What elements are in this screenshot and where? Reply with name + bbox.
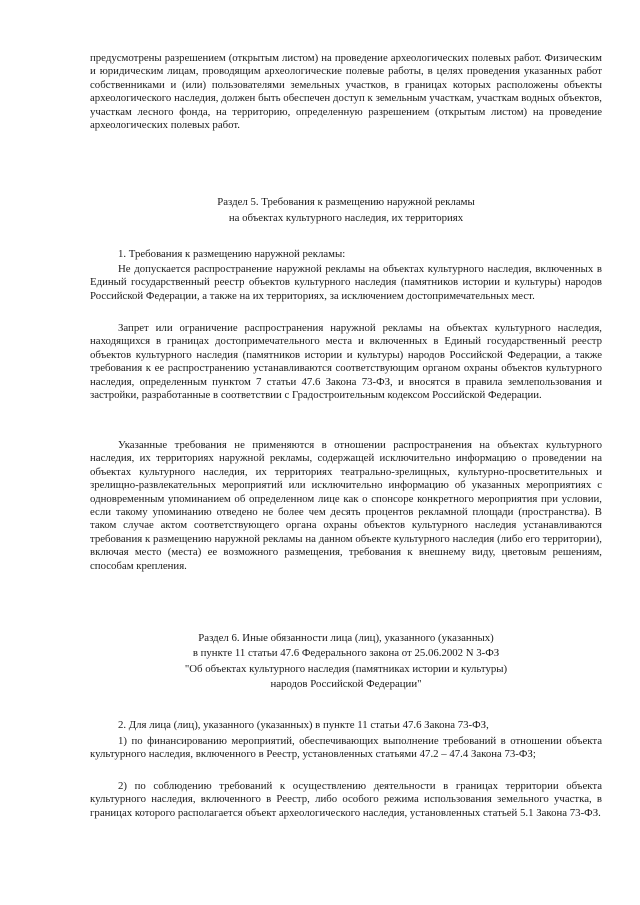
- section5-paragraph-1: Не допускается распространение наружной рекламы на объектах культурного наследия, включенных в Единый государственный реестр объектов культурного наследия (памятников истории и культуры) народов Российской Федерации, а также на их территориях, за исключением достопримечательных мест.: [90, 263, 602, 302]
- section5-item1-title: 1. Требования к размещению наружной рекламы:: [118, 248, 346, 260]
- section6-heading: [90, 632, 602, 692]
- section5-heading-line2: на объектах культурного наследия, их территориях: [228, 212, 464, 225]
- section5-paragraph-2: Запрет или ограничение распространения наружной рекламы на объектах культурного наследия, находящихся в границах достопримечательного места и включенных в Единый государственный реестр объектов культурного наследия (памятников истории и культуры) народов Российской Федерации, а также требования к ее распространению устанавливаются соответствующим органом охраны объектов культурного наследия, определенным пунктом 7 статьи 47.6 Закона 73-ФЗ, и вносятся в правила землепользования и застройки, разработанные в соответствии с Градостроительным кодексом Российской Федерации.: [90, 322, 602, 402]
- section6-subitem-2: 2) по соблюдению требований к осуществлению деятельности в границах территории объекта культурного наследия, включенного в Реестр, либо особого режима использования земельного участка, в границах которого располагается объект археологического наследия, установленных статьей 5.1 Закона 73-ФЗ.: [90, 780, 602, 819]
- section5-heading: [90, 196, 602, 226]
- section6-heading-line4: народов Российской Федерации": [270, 678, 422, 691]
- section6-heading-line1: Раздел 6. Иные обязанности лица (лиц), указанного (указанных): [198, 632, 494, 644]
- section6-heading-line2: в пункте 11 статьи 47.6 Федерального закона от 25.06.2002 N 3-ФЗ: [192, 647, 500, 660]
- section6-item2-title: 2. Для лица (лиц), указанного (указанных) в пункте 11 статьи 47.6 Закона 73-ФЗ,: [118, 719, 489, 731]
- section5-paragraph-3: Указанные требования не применяются в отношении распространения на объектах культурного наследия, их территориях наружной рекламы, содержащей исключительно информацию о проведении на объектах культурного наследия, их территориях театрально-зрелищных, культурно-просветительных и зрелищно-развлекательных мероприятий или исключительно информацию об указанных мероприятиях с одновременным упоминанием об определенном лице как о спонсоре конкретного мероприятия при условии, если такому упоминанию отведено не более чем десять процентов рекламной площади (пространства). В таком случае актом соответствующего органа охраны объектов культурного наследия устанавливаются требования к размещению наружной рекламы на данном объекте культурного наследия (либо его территории), включая место (места) ее возможного размещения, требования к внешнему виду, цветовым решениям, способам крепления.: [90, 439, 602, 572]
- section6-subitem-1: 1) по финансированию мероприятий, обеспечивающих выполнение требований в отношении объекта культурного наследия, включенного в Реестр, установленных статьями 47.2 – 47.4 Закона 73-ФЗ;: [90, 735, 602, 761]
- section6-heading-line3: "Об объектах культурного наследия (памятниках истории и культуры): [184, 662, 508, 675]
- intro-paragraph: предусмотрены разрешением (открытым листом) на проведение археологических полевых работ. Физическим и юридическим лицам, проводящим археологические полевые работы, в целях проведения указанных работ собственниками и (или) пользователями земельных участков, в границах которых расположены объекты археологического наследия, должен быть обеспечен доступ к земельным участкам, участкам водных объектов, участкам лесного фонда, на территорию, определенную разрешением (открытым листом) на проведение археологических полевых работ.: [90, 52, 602, 132]
- section5-heading-line1: Раздел 5. Требования к размещению наружной рекламы: [217, 196, 475, 208]
